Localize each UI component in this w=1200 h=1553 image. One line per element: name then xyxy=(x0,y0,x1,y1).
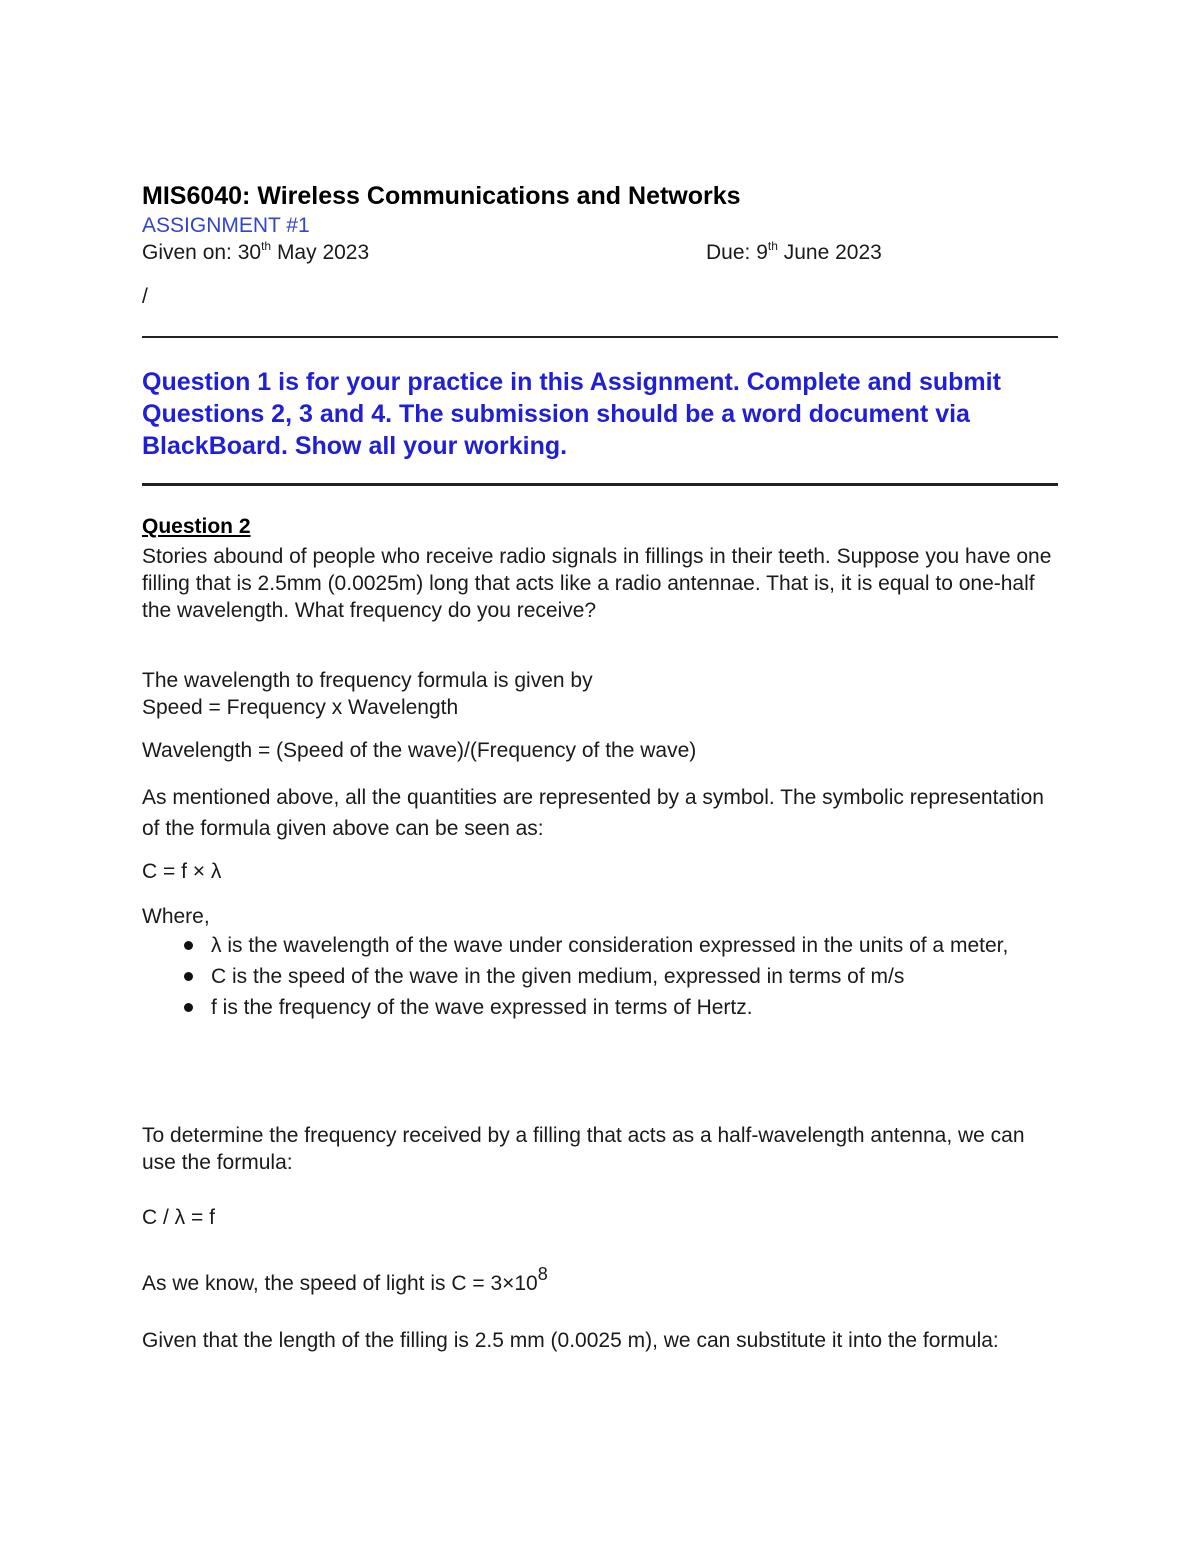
given-date-prefix: Given on: 30 xyxy=(142,241,262,264)
list-item-text: λ is the wavelength of the wave under consideration expressed in the units of a meter, xyxy=(211,934,1009,957)
instructions-block xyxy=(142,366,1058,462)
list-item-text: C is the speed of the wave in the given medium, expressed in terms of m/s xyxy=(211,965,905,988)
speed-of-light-exponent: 8 xyxy=(537,1264,548,1284)
question-2-heading: Question 2 xyxy=(142,515,251,538)
due-date-sup: th xyxy=(767,239,778,253)
course-title: MIS6040: Wireless Communications and Networks xyxy=(142,182,741,210)
due-date-prefix: Due: 9 xyxy=(706,241,768,264)
where-label: Where, xyxy=(142,905,210,928)
divider-bottom xyxy=(142,483,1058,486)
frequency-formula: C / λ = f xyxy=(142,1206,215,1229)
list-item xyxy=(142,992,1058,1023)
wavelength-formula: Wavelength = (Speed of the wave)/(Frequency of the wave) xyxy=(142,739,697,762)
due-date-suffix: June 2023 xyxy=(777,241,882,264)
speed-of-light-text: As we know, the speed of light is C = 3×10 xyxy=(142,1272,538,1295)
bullet-icon xyxy=(184,972,193,981)
due-date xyxy=(706,241,882,265)
divider-top xyxy=(142,336,1058,338)
speed-of-light xyxy=(142,1264,1058,1297)
formula-intro xyxy=(142,667,1058,721)
bullet-icon xyxy=(184,1003,193,1012)
instructions-text2: . The submission should be a word document via BlackBoard. Show all your working. xyxy=(142,400,970,460)
formula-intro-line2: Speed = Frequency x Wavelength xyxy=(142,696,459,719)
bullet-icon xyxy=(184,941,193,950)
slash-mark: / xyxy=(142,285,148,308)
assignment-label: ASSIGNMENT #1 xyxy=(142,214,310,237)
symbol-explanation: As mentioned above, all the quantities are represented by a symbol. The symbolic representation of the formula given above can be seen as: xyxy=(142,786,1044,840)
list-item xyxy=(142,930,1058,961)
substitute-text: Given that the length of the filling is 2.5 mm (0.0025 m), we can substitute it into the formula: xyxy=(142,1329,999,1352)
given-date-sup: th xyxy=(261,239,272,253)
instructions-q234: Questions 2, 3 and 4 xyxy=(142,400,386,428)
symbolic-formula: C = f × λ xyxy=(142,860,222,883)
formula-intro-line1: The wavelength to frequency formula is given by xyxy=(142,669,593,692)
given-date-suffix: May 2023 xyxy=(271,241,370,264)
determine-text: To determine the frequency received by a filling that acts as a half-wavelength antenna, we can use the formula: xyxy=(142,1124,1025,1174)
instructions-text1: is for your practice in this Assignment. Complete and submit xyxy=(271,368,1001,396)
given-date xyxy=(142,241,369,265)
definitions-list xyxy=(142,930,1058,1023)
list-item-text: f is the frequency of the wave expressed in terms of Hertz. xyxy=(211,996,753,1019)
question-2-prompt: Stories abound of people who receive radio signals in fillings in their teeth. Suppose you have one filling that is 2.5mm (0.0025m) long that acts like a radio antennae. That is, it is equal to one-half the wavelength. What frequency do you receive? xyxy=(142,545,1052,622)
instructions-q1: Question 1 xyxy=(142,368,272,396)
list-item xyxy=(142,961,1058,992)
